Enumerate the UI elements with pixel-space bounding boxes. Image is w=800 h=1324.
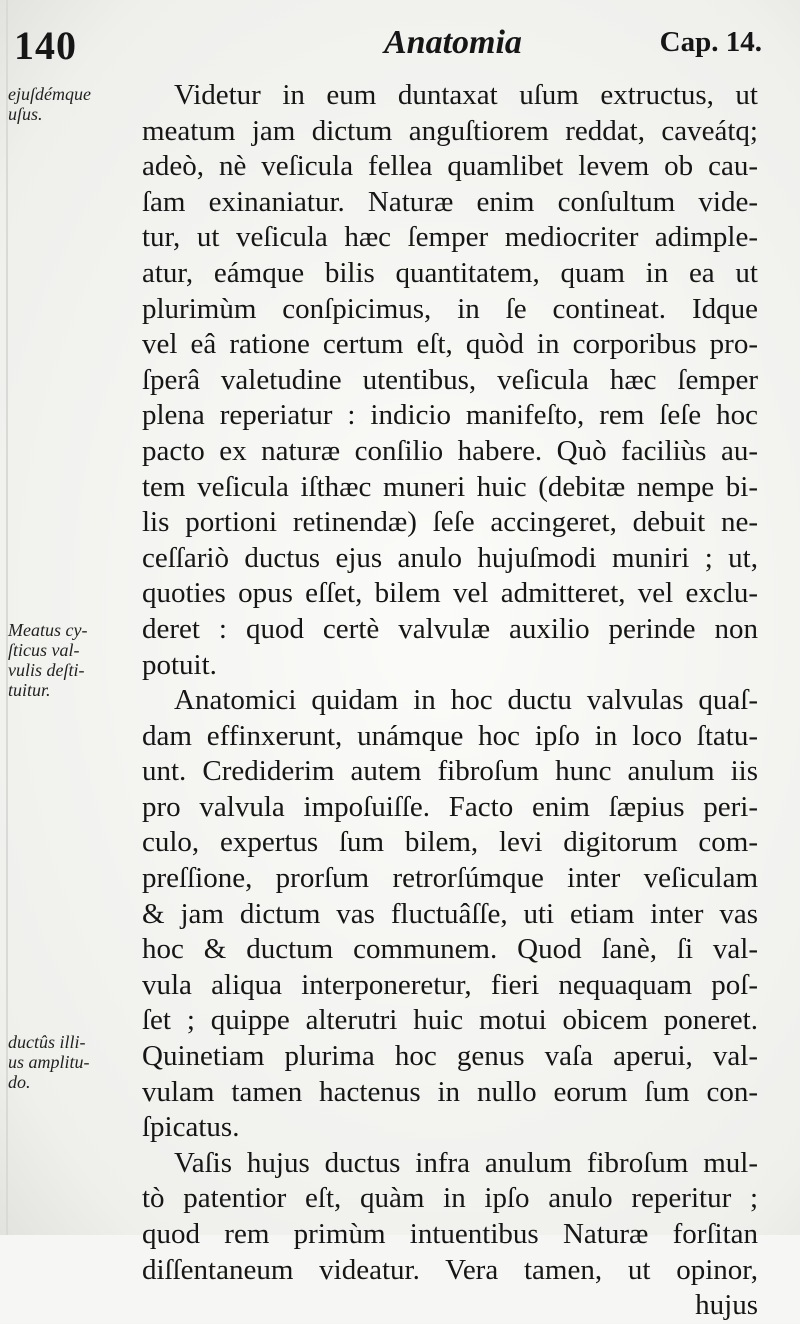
text-line: culo, expertus ſum bilem, levi digitorum com- (142, 826, 758, 859)
text-line: & jam dictum vas fluctuâſſe, uti etiam inter vas (142, 897, 758, 930)
text-line: ceſſariò ductus ejus anulo hujuſmodi muniri ; ut, (142, 541, 758, 574)
margin-note-line: tuitur. (8, 680, 51, 700)
margin-note-line: ductûs illi- (8, 1032, 86, 1052)
margin-note-line: ſticus val- (8, 640, 80, 660)
text-line: pro valvula impoſuiſſe. Facto enim ſæpius peri- (142, 790, 758, 823)
text-line: adeò, nè veſicula fellea quamlibet levem ob cau- (142, 150, 758, 183)
text-line: ſpicatus. (142, 1111, 240, 1144)
text-line: hoc & ductum communem. Quod ſanè, ſi val- (142, 933, 758, 966)
text-line: potuit. (142, 648, 217, 681)
paragraph (142, 78, 758, 683)
margin-note-line: uſus. (8, 104, 43, 124)
text-line: tur, ut veſicula hæc ſemper mediocriter adimple- (142, 221, 758, 254)
text-line: tem veſicula iſthæc muneri huic (debitæ nempe bi- (142, 470, 758, 503)
text-line: Quinetiam plurima hoc genus vaſa aperui, val- (142, 1040, 758, 1073)
margin-note (8, 84, 126, 124)
text-line: deret : quod certè valvulæ auxilio perinde non (142, 612, 758, 645)
catchword: hujus (695, 1289, 758, 1322)
text-line: unt. Crediderim autem fibroſum hunc anulum iis (142, 755, 758, 788)
margin-note-line: us amplitu- (8, 1052, 90, 1072)
margin-note-line: vulis deſti- (8, 660, 85, 680)
paragraph (142, 1146, 758, 1288)
text-line: meatum jam dictum anguſtiorem reddat, caveátq; (142, 114, 758, 147)
text-line: Videtur in eum duntaxat uſum extructus, ut (174, 79, 758, 111)
text-line: Anatomici quidam in hoc ductu valvulas quaſ- (174, 684, 758, 717)
text-line: vulam tamen hactenus in nullo eorum ſum con- (142, 1075, 758, 1108)
text-line: plena reperiatur : indicio manifeſto, rem ſeſe hoc (142, 399, 758, 432)
running-head: Anatomia (384, 24, 522, 61)
margin-note (8, 620, 126, 700)
text-line: pacto ex naturæ conſilio habere. Quò faciliùs au- (142, 434, 758, 467)
margin-note (8, 1032, 126, 1092)
text-line: tò patentior eſt, quàm in ipſo anulo reperitur ; (142, 1182, 758, 1215)
text-line: lis portioni retinendæ) ſeſe accingeret, debuit ne- (142, 506, 758, 539)
text-line: ſperâ valetudine utentibus, veſicula hæc ſemper (142, 363, 758, 396)
page-number: 140 (14, 23, 77, 68)
margin-note-line: Meatus cy- (8, 620, 88, 640)
margin-note-line: do. (8, 1072, 31, 1092)
text-line: quoties opus eſſet, bilem vel admitteret, vel exclu- (142, 577, 758, 610)
page-header (14, 8, 762, 70)
text-line: vula aliqua interponeretur, fieri nequaquam poſ- (142, 968, 758, 1001)
chapter-label: Cap. 14. (659, 26, 762, 58)
text-line: ſet ; quippe alterutri huic motui obicem poneret. (142, 1004, 758, 1037)
text-line: ſam exinaniatur. Naturæ enim conſultum vide- (142, 185, 758, 218)
text-line: quod rem primùm intuentibus Naturæ forſitan (142, 1218, 758, 1250)
body-text (142, 78, 758, 1324)
text-line: atur, eámque bilis quantitatem, quam in ea ut (142, 256, 758, 289)
text-line: dam effinxerunt, unámque hoc ipſo in loco ſtatu- (142, 719, 758, 752)
text-line: plurimùm conſpicimus, in ſe contineat. Idque (142, 292, 758, 325)
paragraph (142, 683, 758, 1146)
text-line: diſſentaneum videatur. Vera tamen, ut opinor, (142, 1253, 758, 1286)
margin-note-line: ejuſdémque (8, 84, 91, 104)
text-line: Vaſis hujus ductus infra anulum fibroſum mul- (174, 1146, 758, 1179)
text-line: preſſione, prorſum retrorſúmque inter veſiculam (142, 862, 758, 895)
text-line: vel eâ ratione certum eſt, quòd in corporibus pro- (142, 328, 758, 361)
